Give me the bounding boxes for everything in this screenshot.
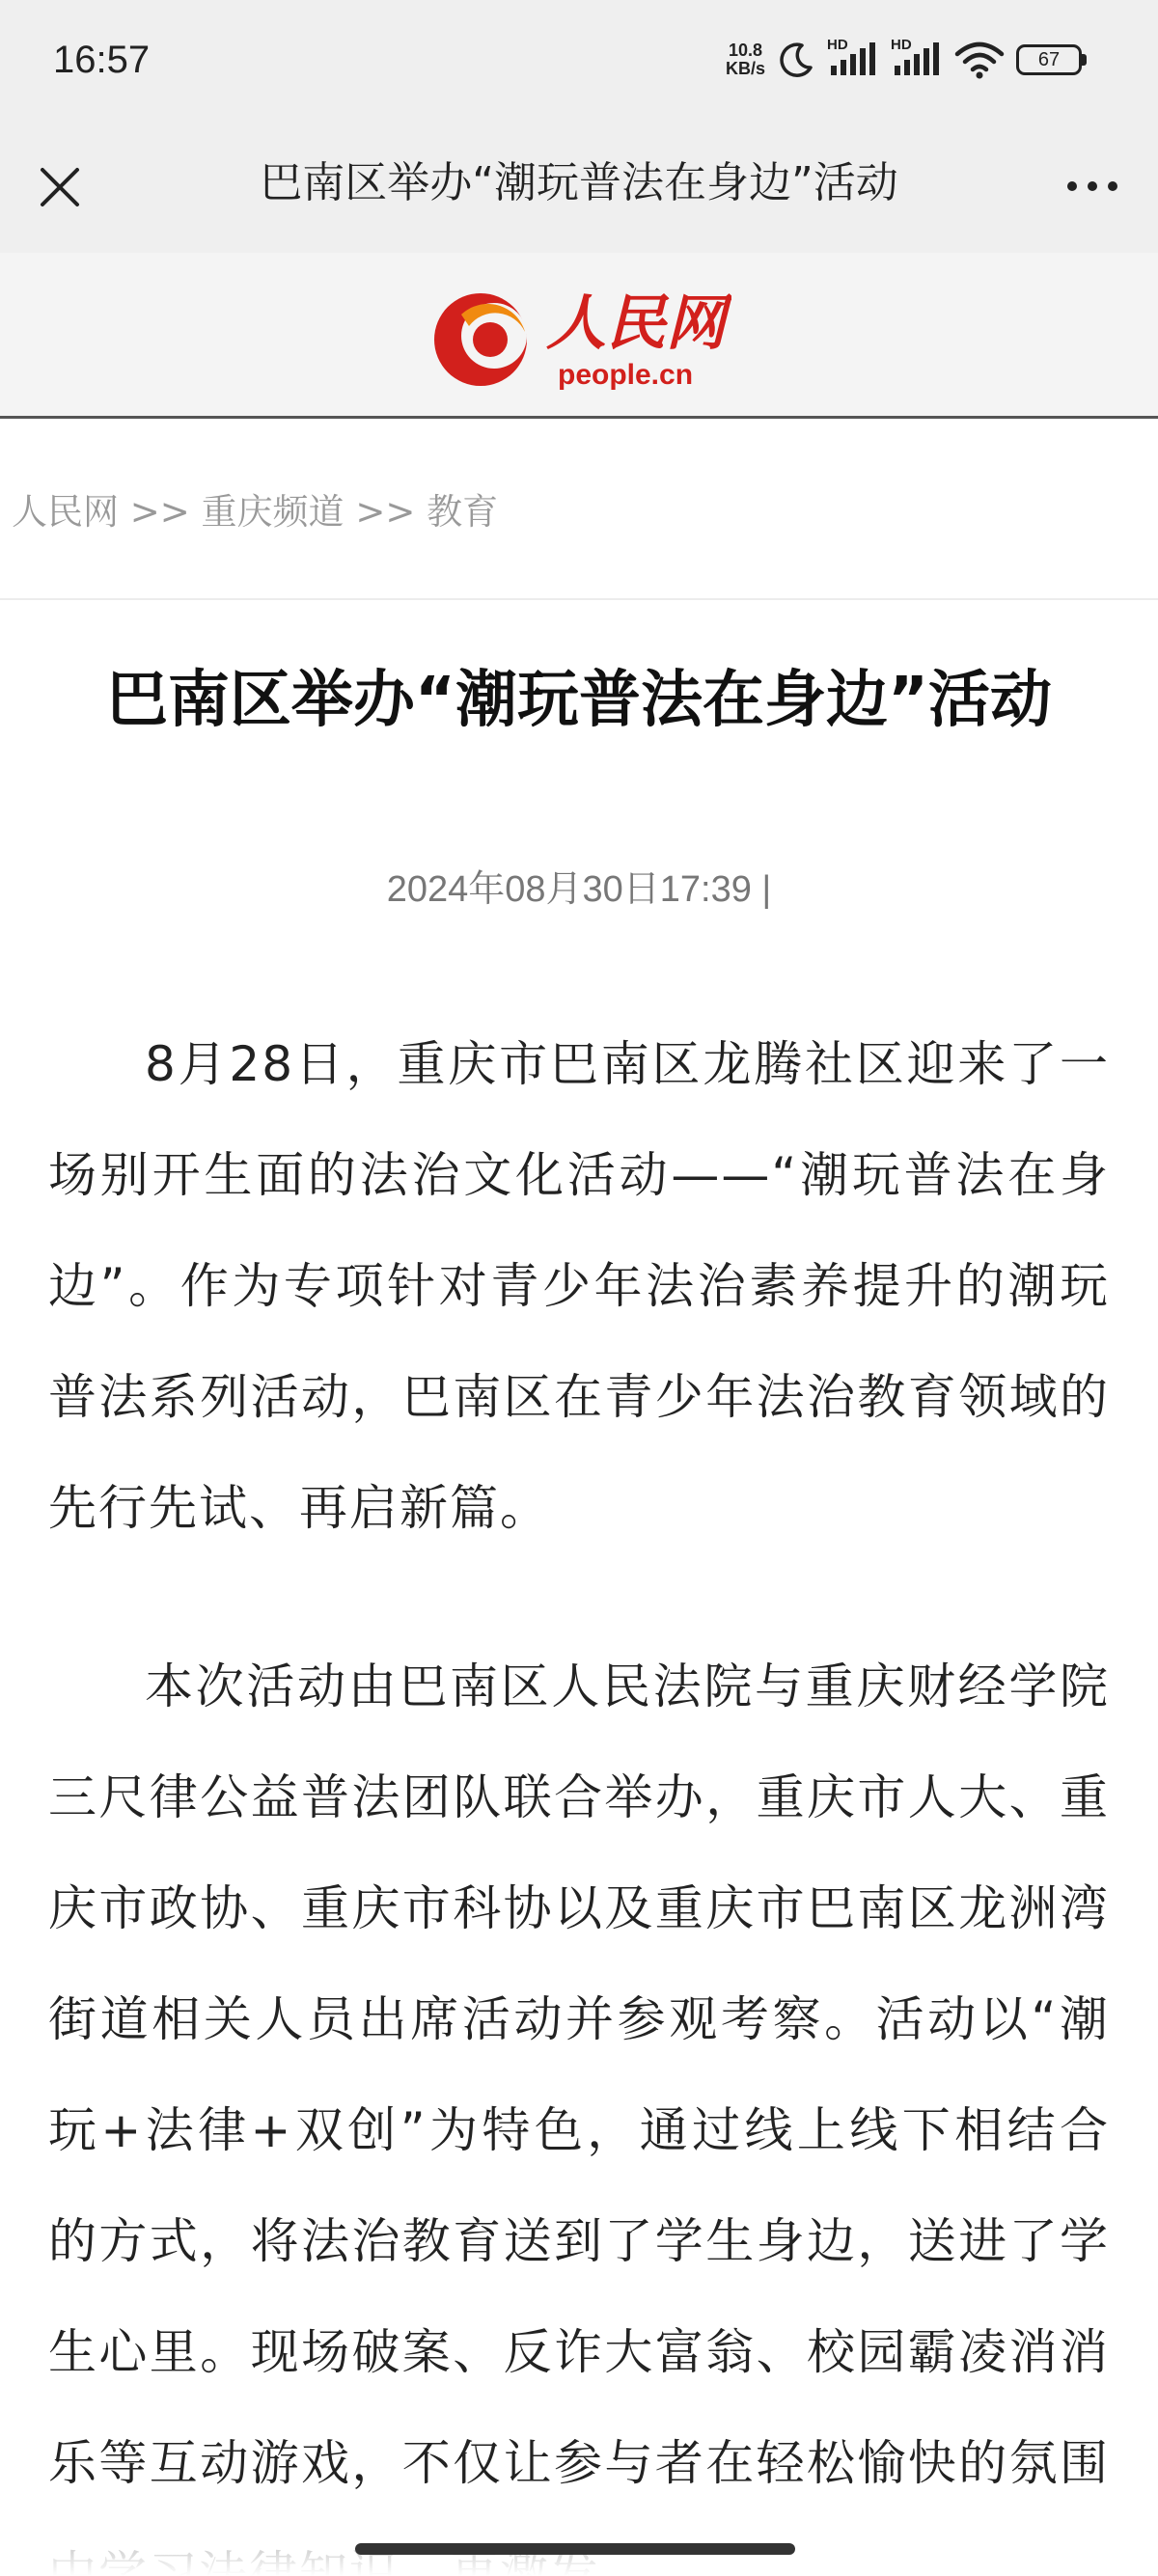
battery-level: 67 bbox=[1016, 44, 1082, 75]
logo-text: 人民网 bbox=[546, 288, 727, 358]
logo-domain: people.cn bbox=[558, 359, 694, 391]
article-body bbox=[48, 1009, 1110, 2576]
battery-icon bbox=[1016, 44, 1087, 75]
breadcrumb-separator: >> bbox=[355, 491, 416, 533]
article-paragraph: 8月28日，重庆市巴南区龙腾社区迎来了一场别开生面的法治文化活动——“潮玩普法在身边”。作为专项针对青少年法治素养提升的潮玩普法系列活动，巴南区在青少年法治教育领域的先行先试、再启新篇。 bbox=[48, 1036, 1110, 1536]
network-speed bbox=[726, 41, 765, 78]
status-bar bbox=[0, 0, 1158, 133]
article-meta: 2024年08月30日17:39 | bbox=[386, 869, 772, 910]
breadcrumb-separator: >> bbox=[129, 491, 190, 533]
home-indicator[interactable] bbox=[355, 2543, 795, 2555]
bottom-fade bbox=[0, 2508, 1158, 2576]
network-speed-value: 10.8 bbox=[728, 41, 763, 60]
close-icon[interactable] bbox=[33, 160, 87, 214]
signal-icon bbox=[827, 41, 879, 79]
signal-2-hd-label: HD bbox=[891, 37, 912, 53]
breadcrumb-item-section[interactable]: 教育 bbox=[427, 491, 499, 533]
people-cn-logo[interactable] bbox=[432, 276, 731, 396]
article-paragraph: 本次活动由巴南区人民法院与重庆财经学院三尺律公益普法团队联合举办，重庆市人大、重庆市政协、重庆市科协以及重庆市巴南区龙洲湾街道相关人员出席活动并参观考察。活动以“潮玩+法律+双创”为特色，通过线上线下相结合的方式，将法治教育送到了学生身边，送进了学生心里。现场破案、反诈大富翁、校园霸凌消消乐等互动游戏，不仅让参与者在轻松愉快的氛围 bbox=[48, 1658, 1110, 2491]
breadcrumb-item-channel[interactable]: 重庆频道 bbox=[201, 491, 345, 533]
nav-bar bbox=[0, 133, 1158, 253]
moon-icon bbox=[777, 41, 815, 79]
breadcrumb bbox=[12, 482, 498, 534]
divider bbox=[0, 598, 1158, 600]
status-icons bbox=[725, 37, 1087, 79]
signal-icon bbox=[891, 41, 943, 79]
network-speed-unit: KB/s bbox=[725, 59, 765, 78]
nav-title: 巴南区举办“潮玩普法在身边”活动 bbox=[260, 158, 898, 207]
site-header bbox=[0, 253, 1158, 419]
article-title: 巴南区举办“潮玩普法在身边”活动 bbox=[105, 665, 1053, 736]
wifi-icon bbox=[954, 41, 1005, 79]
more-icon[interactable] bbox=[1063, 172, 1121, 201]
signal-1-hd-label: HD bbox=[827, 37, 848, 53]
status-time: 16:57 bbox=[53, 39, 151, 81]
battery-tip bbox=[1082, 54, 1087, 66]
signal-2 bbox=[891, 37, 943, 79]
signal-1 bbox=[827, 37, 879, 79]
breadcrumb-item-home[interactable]: 人民网 bbox=[12, 491, 119, 533]
